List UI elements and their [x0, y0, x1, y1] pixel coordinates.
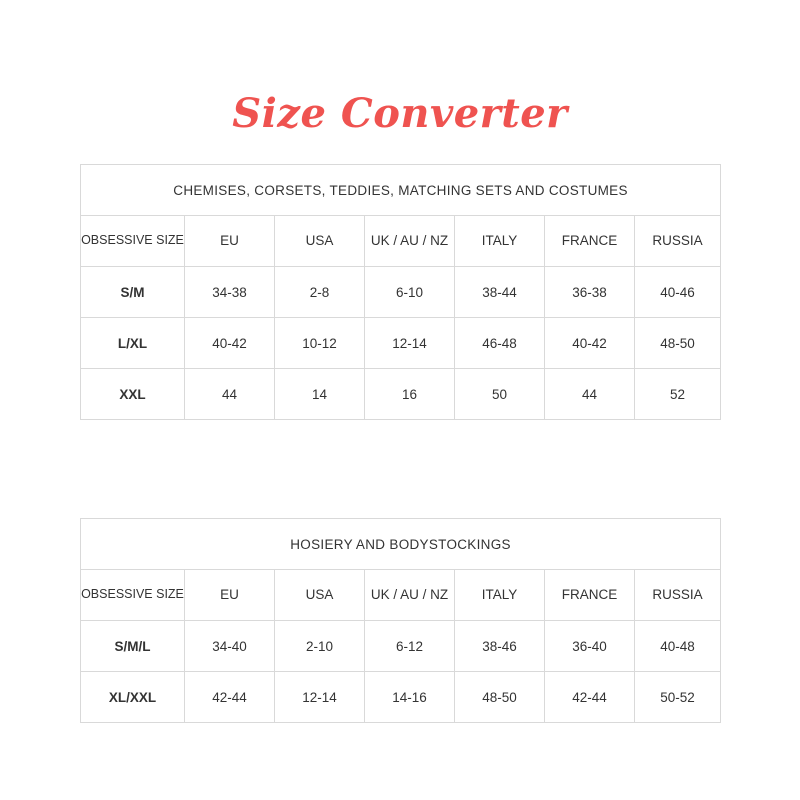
table-caption-row — [81, 519, 721, 570]
column-header-eu: EU — [185, 216, 275, 267]
column-header-obsessive-size: OBSESSIVE SIZE — [81, 216, 185, 267]
cell-uk-au-nz: 14-16 — [365, 672, 455, 723]
row-label: S/M/L — [81, 621, 185, 672]
table-header-row — [81, 216, 721, 267]
table-row — [81, 621, 721, 672]
row-label: XL/XXL — [81, 672, 185, 723]
column-header-usa: USA — [275, 570, 365, 621]
cell-uk-au-nz: 6-10 — [365, 267, 455, 318]
column-header-russia: RUSSIA — [635, 216, 721, 267]
cell-russia: 52 — [635, 369, 721, 420]
cell-usa: 2-8 — [275, 267, 365, 318]
table-row — [81, 672, 721, 723]
row-label: S/M — [81, 267, 185, 318]
cell-eu: 42-44 — [185, 672, 275, 723]
cell-france: 36-38 — [545, 267, 635, 318]
cell-russia: 40-46 — [635, 267, 721, 318]
column-header-obsessive-size: OBSESSIVE SIZE — [81, 570, 185, 621]
cell-russia: 48-50 — [635, 318, 721, 369]
cell-usa: 10-12 — [275, 318, 365, 369]
table-row — [81, 267, 721, 318]
cell-usa: 12-14 — [275, 672, 365, 723]
column-header-italy: ITALY — [455, 570, 545, 621]
table-row — [81, 318, 721, 369]
cell-uk-au-nz: 6-12 — [365, 621, 455, 672]
cell-russia: 40-48 — [635, 621, 721, 672]
column-header-uk-au-nz: UK / AU / NZ — [365, 570, 455, 621]
table-caption: CHEMISES, CORSETS, TEDDIES, MATCHING SETS AND COSTUMES — [81, 165, 721, 216]
cell-eu: 40-42 — [185, 318, 275, 369]
cell-france: 44 — [545, 369, 635, 420]
cell-france: 36-40 — [545, 621, 635, 672]
cell-uk-au-nz: 12-14 — [365, 318, 455, 369]
column-header-france: FRANCE — [545, 570, 635, 621]
table-header-row — [81, 570, 721, 621]
column-header-usa: USA — [275, 216, 365, 267]
column-header-france: FRANCE — [545, 216, 635, 267]
row-label: XXL — [81, 369, 185, 420]
column-header-uk-au-nz: UK / AU / NZ — [365, 216, 455, 267]
column-header-eu: EU — [185, 570, 275, 621]
cell-eu: 44 — [185, 369, 275, 420]
size-table-chemises-block — [80, 164, 720, 420]
section-divider-space — [80, 420, 720, 490]
size-table-hosiery — [80, 518, 721, 723]
column-header-russia: RUSSIA — [635, 570, 721, 621]
cell-usa: 14 — [275, 369, 365, 420]
cell-russia: 50-52 — [635, 672, 721, 723]
size-table-chemises — [80, 164, 721, 420]
column-header-italy: ITALY — [455, 216, 545, 267]
cell-italy: 46-48 — [455, 318, 545, 369]
table-caption-row — [81, 165, 721, 216]
cell-usa: 2-10 — [275, 621, 365, 672]
cell-eu: 34-38 — [185, 267, 275, 318]
cell-italy: 38-46 — [455, 621, 545, 672]
cell-italy: 50 — [455, 369, 545, 420]
row-label: L/XL — [81, 318, 185, 369]
cell-eu: 34-40 — [185, 621, 275, 672]
cell-italy: 38-44 — [455, 267, 545, 318]
cell-uk-au-nz: 16 — [365, 369, 455, 420]
table-row — [81, 369, 721, 420]
size-table-hosiery-block — [80, 518, 720, 723]
cell-italy: 48-50 — [455, 672, 545, 723]
page-title: Size Converter — [232, 90, 568, 137]
table-caption: HOSIERY AND BODYSTOCKINGS — [81, 519, 721, 570]
cell-france: 42-44 — [545, 672, 635, 723]
cell-france: 40-42 — [545, 318, 635, 369]
